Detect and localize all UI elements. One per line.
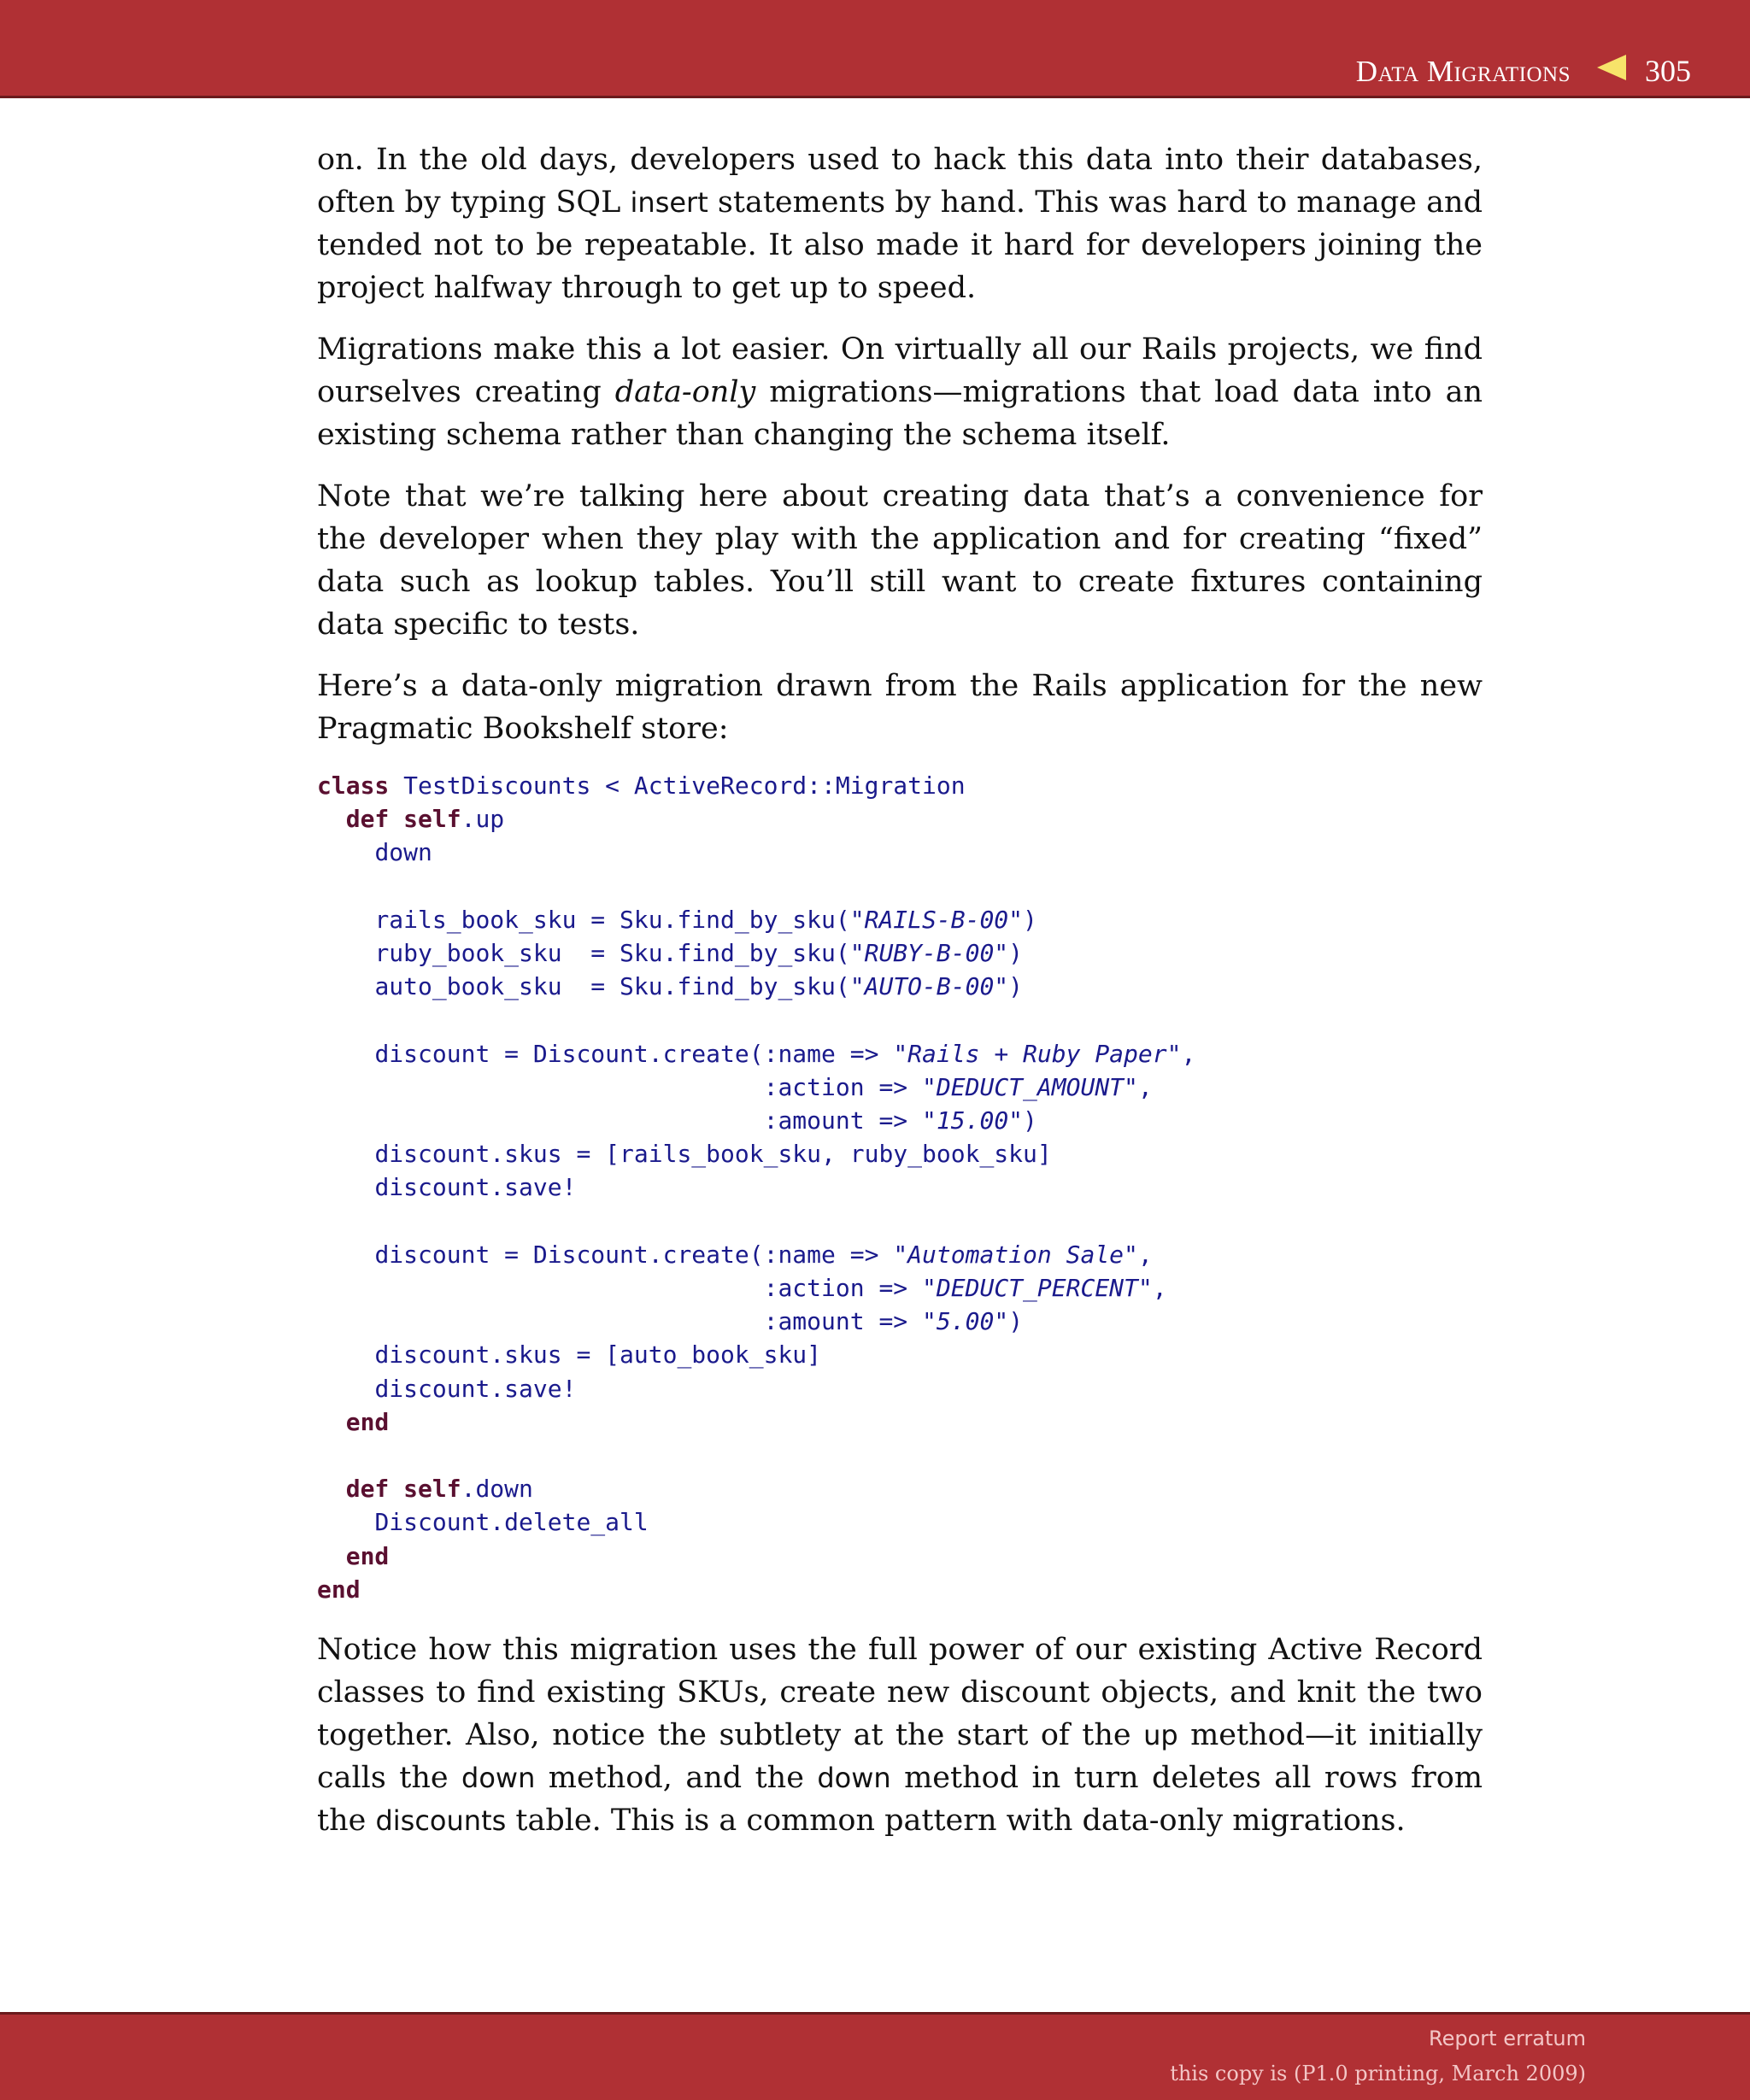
paragraph-1: on. In the old days, developers used to hack this data into their databases, often by typing SQL insert statements by hand. This was hard to manage and tended not to be repeatable. It also made it hard for developers joining the project halfway through to get up to speed. bbox=[317, 143, 1483, 305]
paragraph-3: Note that we’re talking here about creating data that’s a convenience for the developer when they play with the application and for creating “fixed” data such as lookup tables. You’ll still want to create fixtures containing data specific to tests. bbox=[317, 479, 1483, 642]
page-number: 305 bbox=[1645, 54, 1691, 88]
report-erratum-link[interactable]: Report erratum bbox=[1429, 2027, 1586, 2050]
page-content bbox=[317, 138, 1483, 1861]
code-listing: class TestDiscounts < ActiveRecord::Migration def self.up down rails_book_sku = Sku.find_by_sku("RAILS-B-00") ruby_book_sku = Sku.find_by_sku("RUBY-B-00") auto_book_sku = Sku.find_by_sku("AUTO-B-00") discount = Discount.create(:name => "Rails + Ruby Paper", :action => "DEDUCT_AMOUNT", :amount => "15.00") discount.skus = [rails_book_sku, ruby_book_sku] discount.save! discount = Discount.create(:name => "Automation Sale", :action => "DEDUCT_PERCENT", :amount => "5.00") discount.skus = [auto_book_sku] discount.save! end def self.down Discount.delete_all end end bbox=[317, 771, 1196, 1604]
paragraph-2: Migrations make this a lot easier. On virtually all our Rails projects, we find ourselves creating data-only migrations—migrations that load data into an existing schema rather than changing the schema itself. bbox=[317, 332, 1483, 452]
footer-bar bbox=[0, 2012, 1750, 2100]
inline-code-down: down bbox=[817, 1762, 891, 1795]
inline-code-up: up bbox=[1143, 1719, 1178, 1752]
header-bar bbox=[0, 0, 1750, 98]
paragraph-4: Here’s a data-only migration drawn from the Rails application for the new Pragmatic Bookshelf store: bbox=[317, 669, 1483, 746]
inline-code-insert: insert bbox=[630, 186, 708, 219]
inline-code-discounts: discounts bbox=[375, 1804, 507, 1838]
paragraph-5: Notice how this migration uses the full power of our existing Active Record classes to find existing SKUs, create new discount objects, and knit the two together. Also, notice the subtlety at the start of the up method—it initially calls the down method, and the down method in turn deletes all rows from the discounts table. This is a common pattern with data-only migrations. bbox=[317, 1633, 1483, 1839]
emphasis-data-only: data-only bbox=[614, 375, 756, 409]
section-title: Data Migrations bbox=[1355, 55, 1571, 88]
copy-notice: this copy is (P1.0 printing, March 2009) bbox=[1170, 2062, 1586, 2085]
inline-code-down: down bbox=[461, 1762, 536, 1795]
back-arrow-icon[interactable] bbox=[1597, 55, 1626, 80]
